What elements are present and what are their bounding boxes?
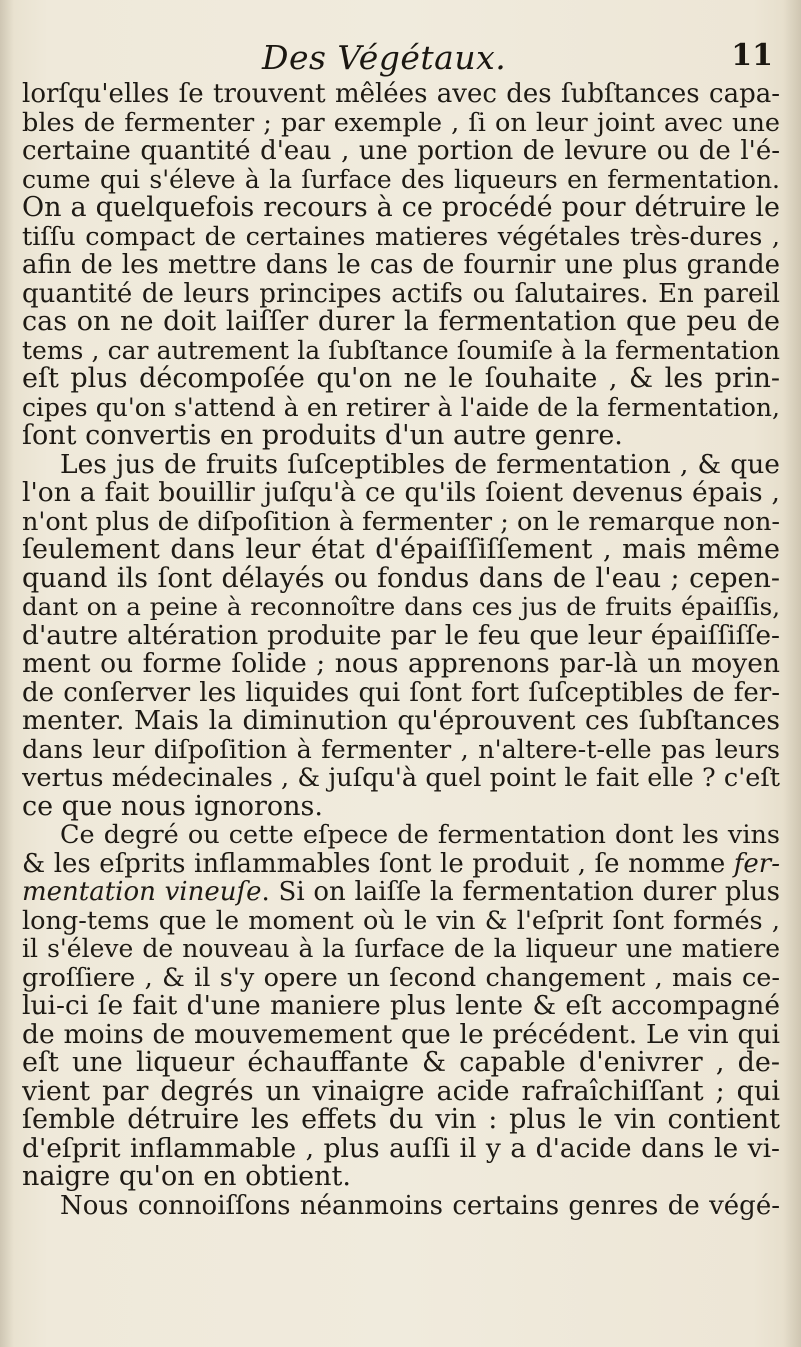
page-number: 11 — [731, 38, 773, 73]
text-line: bles de fermenter ; par exemple , ſi on leur joint avec une — [22, 108, 780, 137]
text-line: ment ou forme ſolide ; nous apprenons par-là un moyen — [22, 650, 780, 679]
text-line: On a quelquefois recours à ce procédé pour détruire le — [22, 194, 780, 223]
page-edge-shadow — [783, 0, 801, 1347]
text-line: vertus médecinales , & juſqu'à quel point le fait elle ? c'eſt — [22, 764, 780, 793]
text-line: l'on a fait bouillir juſqu'à ce qu'ils ſoient devenus épais , — [22, 479, 780, 508]
text-line: de moins de mouvemement que le précédent. Le vin qui — [22, 1020, 780, 1049]
text-line: ſont convertis en produits d'un autre genre. — [22, 422, 623, 451]
text-line: cas on ne doit laiſſer durer la fermentation que peu de — [22, 308, 780, 337]
text-line: certaine quantité d'eau , une portion de levure ou de l'é- — [22, 137, 780, 166]
text-line: cume qui s'éleve à la ſurface des liqueurs en fermentation. — [22, 165, 780, 194]
text-line: eſt plus décompoſée qu'on ne le ſouhaite , & les prin- — [22, 365, 780, 394]
text-line: long-tems que le moment où le vin & l'eſprit ſont formés , — [22, 906, 780, 935]
running-title: Des Végétaux. — [262, 38, 507, 77]
text-line: quantité de leurs principes actifs ou ſalutaires. En pareil — [22, 279, 780, 308]
body-text — [22, 80, 780, 1220]
text-line: tiſſu compact de certaines matieres végétales très-dures , — [22, 222, 780, 251]
text-line: dans leur diſpoſition à fermenter , n'altere-t-elle pas leurs — [22, 735, 780, 764]
text-line: cipes qu'on s'attend à en retirer à l'aide de la fermentation, — [22, 393, 780, 422]
text-line: ſemble détruire les effets du vin : plus le vin contient — [22, 1106, 780, 1135]
text-line: il s'éleve de nouveau à la ſurface de la liqueur une matiere — [22, 935, 780, 963]
page-gutter-shadow — [0, 0, 14, 1347]
text-line: afin de les mettre dans le cas de fournir une plus grande — [22, 251, 780, 280]
text-line: mentation vineuſe. Si on laiſſe la fermentation durer plus — [22, 878, 780, 907]
text-line: vient par degrés un vinaigre acide rafraîchiſſant ; qui — [22, 1077, 780, 1106]
text-line: Ce degré ou cette eſpece de fermentation dont les vins — [60, 821, 780, 850]
text-line: n'ont plus de diſpoſition à fermenter ; on le remarque non- — [22, 507, 780, 536]
text-line: lorſqu'elles ſe trouvent mêlées avec des ſubſtances capa- — [22, 80, 780, 109]
text-line: & les eſprits inflammables ſont le produit , ſe nomme fer- — [22, 849, 780, 878]
text-line: Nous connoiſſons néanmoins certains genres de végé- — [60, 1191, 780, 1220]
text-line: d'eſprit inflammable , plus auſſi il y a d'acide dans le vi- — [22, 1134, 780, 1163]
text-line: ce que nous ignorons. — [22, 792, 323, 821]
text-line: lui-ci ſe fait d'une maniere plus lente & eſt accompagné — [22, 992, 780, 1021]
text-line: ſeulement dans leur état d'épaiſſiſſement , mais même — [22, 536, 780, 565]
text-line: de conſerver les liquides qui ſont fort ſuſceptibles de fer- — [22, 678, 780, 707]
text-line: quand ils ſont délayés ou fondus dans de l'eau ; cepen- — [22, 564, 780, 593]
text-line: groſſiere , & il s'y opere un ſecond changement , mais ce- — [22, 963, 780, 992]
text-line: naigre qu'on en obtient. — [22, 1163, 351, 1192]
text-line: menter. Mais la diminution qu'éprouvent ces ſubſtances — [22, 707, 780, 736]
text-line: dant on a peine à reconnoître dans ces jus de fruits épaiſſis, — [22, 593, 780, 621]
running-head — [0, 36, 801, 76]
text-line: d'autre altération produite par le feu que leur épaiſſiſſe- — [22, 621, 780, 650]
text-line: tems , car autrement la ſubſtance ſoumiſe à la fermentation — [22, 336, 780, 365]
text-line: Les jus de fruits ſuſceptibles de fermentation , & que — [60, 450, 780, 479]
text-line: eſt une liqueur échauffante & capable d'enivrer , de- — [22, 1049, 780, 1078]
